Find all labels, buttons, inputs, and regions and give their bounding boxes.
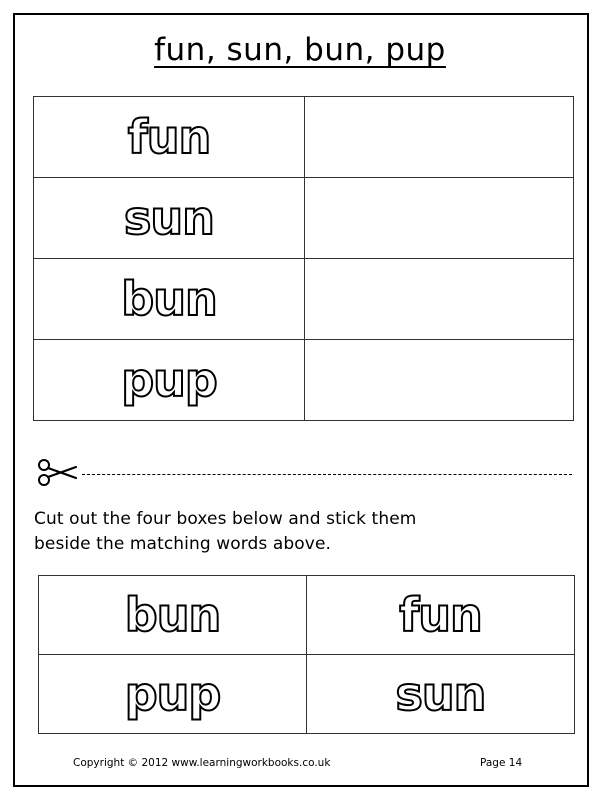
blank-cell [305,259,574,340]
instructions-line-1: Cut out the four boxes below and stick them [34,509,417,529]
footer-page-number: Page 14 [480,757,523,769]
table-row [34,97,574,178]
cut-out-box [307,655,575,734]
word-matching-table [33,96,574,421]
word-cell [34,97,305,178]
table-row [34,340,574,421]
table-row [39,655,575,734]
table-row [39,576,575,655]
word-fun: fun [127,110,211,164]
cut-line [36,458,572,488]
word-bun: bun [124,588,221,642]
cut-out-box [39,655,307,734]
instructions-line-2: beside the matching words above. [34,534,332,554]
word-sun: sun [395,667,486,721]
scissors-icon [36,458,78,488]
word-cell [34,259,305,340]
blank-cell [305,340,574,421]
page-title: fun, sun, bun, pup [154,32,446,68]
word-pup: pup [124,667,221,721]
word-fun: fun [399,588,482,642]
word-cell [34,340,305,421]
cut-out-boxes-table [38,575,575,734]
footer-copyright: Copyright © 2012 www.learningworkbooks.co.uk [73,757,331,769]
table-row [34,259,574,340]
word-sun: sun [124,191,214,245]
table-row [34,178,574,259]
blank-cell [305,178,574,259]
word-pup: pup [121,353,217,407]
blank-cell [305,97,574,178]
instructions [34,507,574,557]
cut-out-box [307,576,575,655]
cut-out-box [39,576,307,655]
word-cell [34,178,305,259]
word-bun: bun [121,272,217,326]
dashed-cut-line [82,474,572,475]
